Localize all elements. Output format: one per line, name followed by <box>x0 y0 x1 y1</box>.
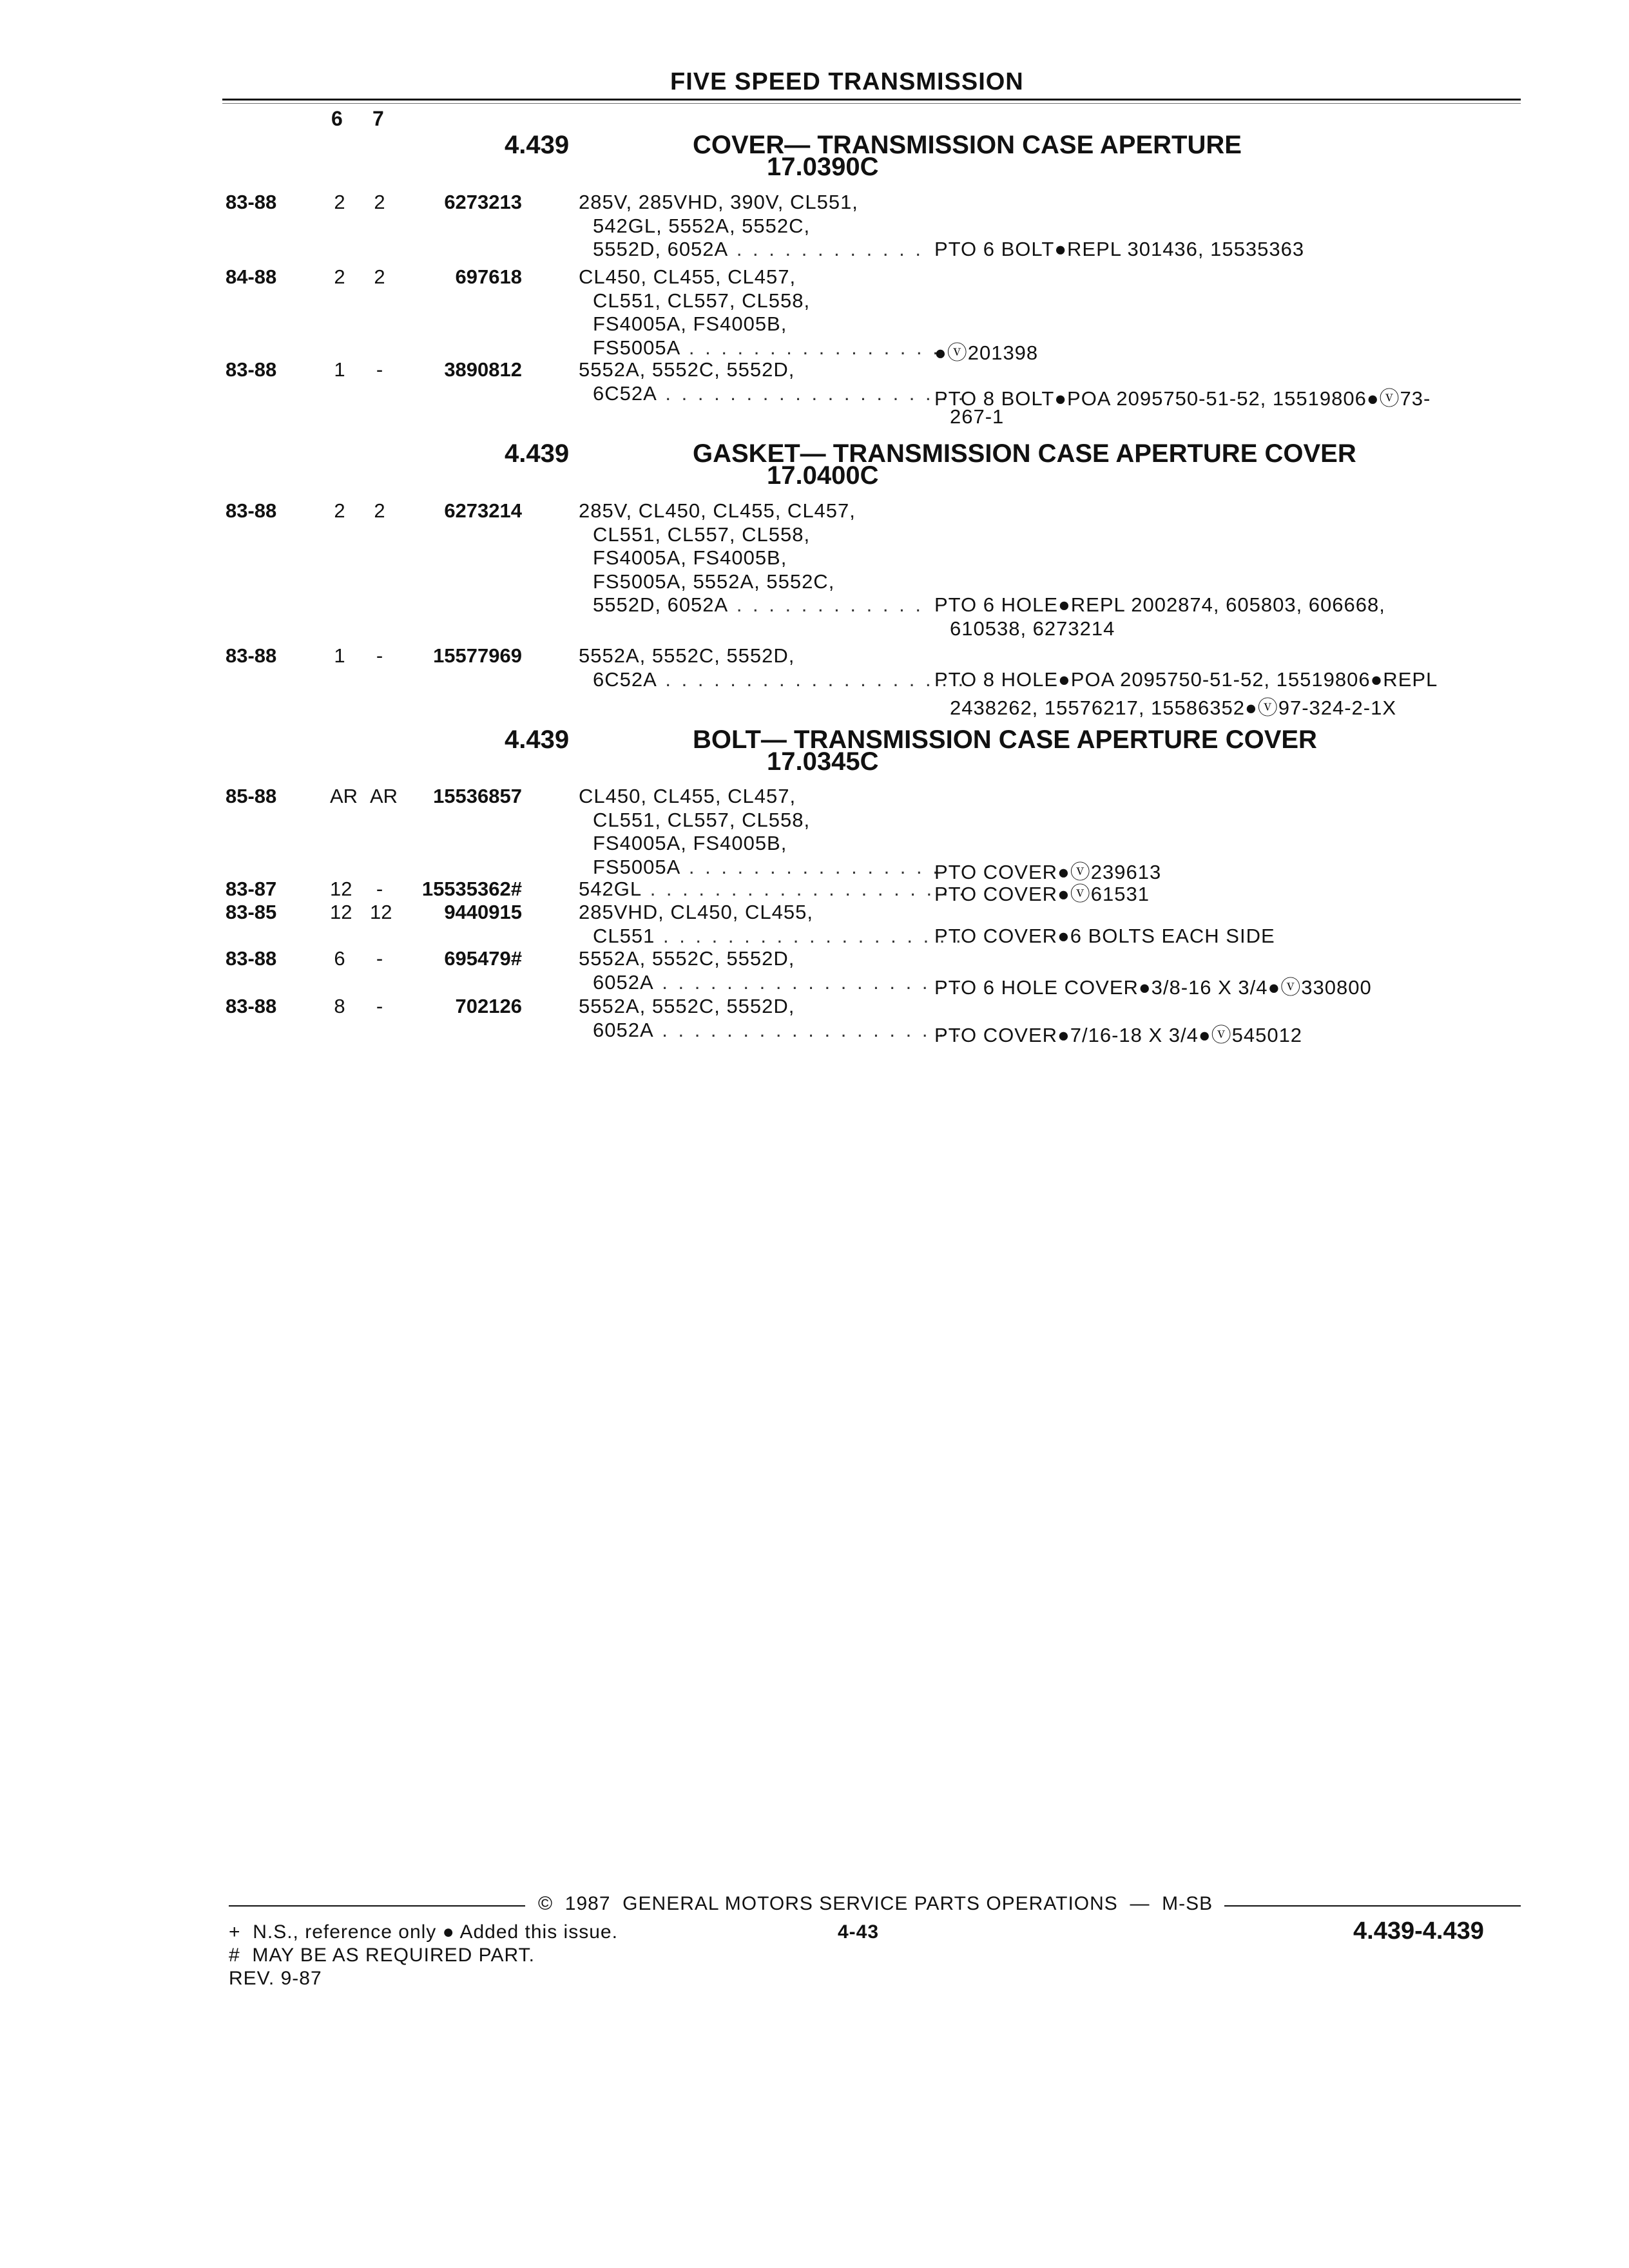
header-rule <box>222 99 1521 101</box>
application-line: 6C52A . . . . . . . . . . . . . . . . . . . <box>593 381 967 405</box>
quantity-col-6: 6 <box>334 947 345 970</box>
section-code: 17.0390C <box>767 153 879 181</box>
part-number: 6273214 <box>444 499 522 522</box>
model-years: 83-85 <box>226 901 277 923</box>
quantity-col-6: 2 <box>334 265 345 288</box>
quantity-col-7: - <box>376 644 383 667</box>
remarks-line: PTO 8 BOLT●POA 2095750-51-52, 15519806●ⓥ73- <box>934 387 1431 410</box>
model-years: 83-88 <box>226 644 277 667</box>
application-line: FS5005A, 5552A, 5552C, <box>593 570 835 593</box>
section-number: 4.439 <box>505 726 570 754</box>
quantity-col-6: 1 <box>334 644 345 667</box>
application-line: CL551, CL557, CL558, <box>593 289 811 312</box>
remarks-line: 267-1 <box>950 405 1005 428</box>
model-years: 83-88 <box>226 358 277 381</box>
application-line: 6052A . . . . . . . . . . . . . . . . . . . <box>593 1018 963 1041</box>
section-title: COVER— TRANSMISSION CASE APERTURE <box>693 131 1242 159</box>
section-title: BOLT— TRANSMISSION CASE APERTURE COVER <box>693 726 1317 754</box>
quantity-col-7: 2 <box>374 265 385 288</box>
model-years: 83-88 <box>226 191 277 213</box>
section-title: GASKET— TRANSMISSION CASE APERTURE COVER <box>693 439 1356 468</box>
remarks-line: PTO 6 HOLE COVER●3/8-16 X 3/4●ⓥ330800 <box>934 975 1372 999</box>
revision: REV. 9-87 <box>229 1968 322 1989</box>
application-line: CL450, CL455, CL457, <box>579 785 796 807</box>
quantity-col-6: AR <box>330 785 358 807</box>
application-line: FS5005A . . . . . . . . . . . . . . . . <box>593 336 941 359</box>
remarks-line: PTO 6 BOLT●REPL 301436, 15535363 <box>934 238 1305 260</box>
quantity-col-6: 12 <box>330 901 352 923</box>
application-line: CL551, CL557, CL558, <box>593 523 811 546</box>
application-line: 285VHD, CL450, CL455, <box>579 901 813 923</box>
dot-leader: . . . . . . . . . . . . <box>728 593 923 616</box>
quantity-col-7: 2 <box>374 191 385 213</box>
quantity-col-7: - <box>376 878 383 900</box>
part-number: 9440915 <box>444 901 522 923</box>
dot-leader: . . . . . . . . . . . . . . . . . . . <box>657 668 967 691</box>
model-years: 85-88 <box>226 785 277 807</box>
application-line: 542GL, 5552A, 5552C, <box>593 214 811 237</box>
page-number: 4-43 <box>838 1921 880 1943</box>
quantity-col-7: 2 <box>374 499 385 522</box>
copyright-line: © 1987 GENERAL MOTORS SERVICE PARTS OPERATIONS — M-SB <box>538 1893 1213 1914</box>
application-line: CL551 . . . . . . . . . . . . . . . . . . . <box>593 924 964 947</box>
part-number: 6273213 <box>444 191 522 213</box>
model-years: 83-88 <box>226 947 277 970</box>
quantity-col-6: 12 <box>330 878 352 900</box>
model-years: 83-88 <box>226 995 277 1017</box>
section-code: 17.0400C <box>767 461 879 490</box>
part-number: 3890812 <box>444 358 522 381</box>
quantity-col-7: - <box>376 995 383 1017</box>
footer-rule-right <box>1224 1905 1521 1907</box>
dot-leader: . . . . . . . . . . . . . . . . . . . . <box>642 878 967 900</box>
quantity-col-6: 2 <box>334 499 345 522</box>
application-line: 5552A, 5552C, 5552D, <box>579 995 795 1017</box>
section-number: 4.439 <box>505 439 570 468</box>
application-line: 5552D, 6052A . . . . . . . . . . . . <box>593 238 923 260</box>
dot-leader: . . . . . . . . . . . . . . . . <box>680 855 941 878</box>
header-rule-thin <box>222 103 1521 104</box>
application-line: 542GL . . . . . . . . . . . . . . . . . . . . <box>579 878 967 900</box>
application-line: 6052A . . . . . . . . . . . . . . . . . . . <box>593 970 963 994</box>
application-line: 5552A, 5552C, 5552D, <box>579 358 795 381</box>
quantity-col-7: - <box>376 358 383 381</box>
application-line: 285V, 285VHD, 390V, CL551, <box>579 191 858 213</box>
application-line: CL551, CL557, CL558, <box>593 808 811 831</box>
part-number: 702126 <box>455 995 522 1017</box>
remarks-line: PTO COVER●ⓥ239613 <box>934 860 1162 883</box>
dot-leader: . . . . . . . . . . . . . . . . . . . <box>655 924 964 947</box>
dot-leader: . . . . . . . . . . . . . . . . <box>680 336 941 359</box>
part-number: 695479# <box>444 947 522 970</box>
column-header-7: 7 <box>372 107 384 130</box>
model-years: 84-88 <box>226 265 277 288</box>
part-number: 15577969 <box>433 644 522 667</box>
dot-leader: . . . . . . . . . . . . . . . . . . . <box>657 381 967 405</box>
page-range: 4.439-4.439 <box>1353 1917 1484 1945</box>
remarks-line: PTO COVER●6 BOLTS EACH SIDE <box>934 924 1275 947</box>
remarks-line: PTO COVER●ⓥ61531 <box>934 883 1150 905</box>
quantity-col-7: - <box>376 947 383 970</box>
model-years: 83-88 <box>226 499 277 522</box>
remarks-line: 610538, 6273214 <box>950 617 1115 640</box>
dot-leader: . . . . . . . . . . . . . . . . . . . <box>653 970 963 994</box>
quantity-col-6: 1 <box>334 358 345 381</box>
legend-ns: + N.S., reference only ● Added this issue. <box>229 1921 618 1943</box>
page-title: FIVE SPEED TRANSMISSION <box>670 68 1024 95</box>
application-line: 5552A, 5552C, 5552D, <box>579 947 795 970</box>
remarks-line: PTO 6 HOLE●REPL 2002874, 605803, 606668, <box>934 593 1385 616</box>
application-line: FS5005A . . . . . . . . . . . . . . . . <box>593 855 941 878</box>
section-number: 4.439 <box>505 131 570 159</box>
application-line: FS4005A, FS4005B, <box>593 832 787 854</box>
model-years: 83-87 <box>226 878 277 900</box>
quantity-col-6: 8 <box>334 995 345 1017</box>
application-line: 5552A, 5552C, 5552D, <box>579 644 795 667</box>
column-header-6: 6 <box>331 107 343 130</box>
application-line: FS4005A, FS4005B, <box>593 312 787 335</box>
part-number: 15536857 <box>433 785 522 807</box>
dot-leader: . . . . . . . . . . . . <box>728 238 923 260</box>
application-line: 5552D, 6052A . . . . . . . . . . . . <box>593 593 923 616</box>
footer-rule-left <box>229 1905 525 1907</box>
application-line: 6C52A . . . . . . . . . . . . . . . . . . . <box>593 668 967 691</box>
part-number: 697618 <box>455 265 522 288</box>
part-number: 15535362# <box>421 878 522 900</box>
quantity-col-7: AR <box>370 785 398 807</box>
legend-as-required: # MAY BE AS REQUIRED PART. <box>229 1945 535 1966</box>
remarks-line: 2438262, 15576217, 15586352●ⓥ97-324-2-1X <box>950 697 1397 719</box>
quantity-col-6: 2 <box>334 191 345 213</box>
quantity-col-7: 12 <box>370 901 392 923</box>
section-code: 17.0345C <box>767 747 879 776</box>
application-line: FS4005A, FS4005B, <box>593 546 787 569</box>
remarks-line: PTO COVER●7/16-18 X 3/4●ⓥ545012 <box>934 1023 1303 1046</box>
application-line: CL450, CL455, CL457, <box>579 265 796 288</box>
dot-leader: . . . . . . . . . . . . . . . . . . . <box>653 1018 963 1041</box>
remarks-line: PTO 8 HOLE●POA 2095750-51-52, 15519806●REPL <box>934 668 1438 691</box>
application-line: 285V, CL450, CL455, CL457, <box>579 499 856 522</box>
remarks-line: ●ⓥ201398 <box>934 341 1039 364</box>
